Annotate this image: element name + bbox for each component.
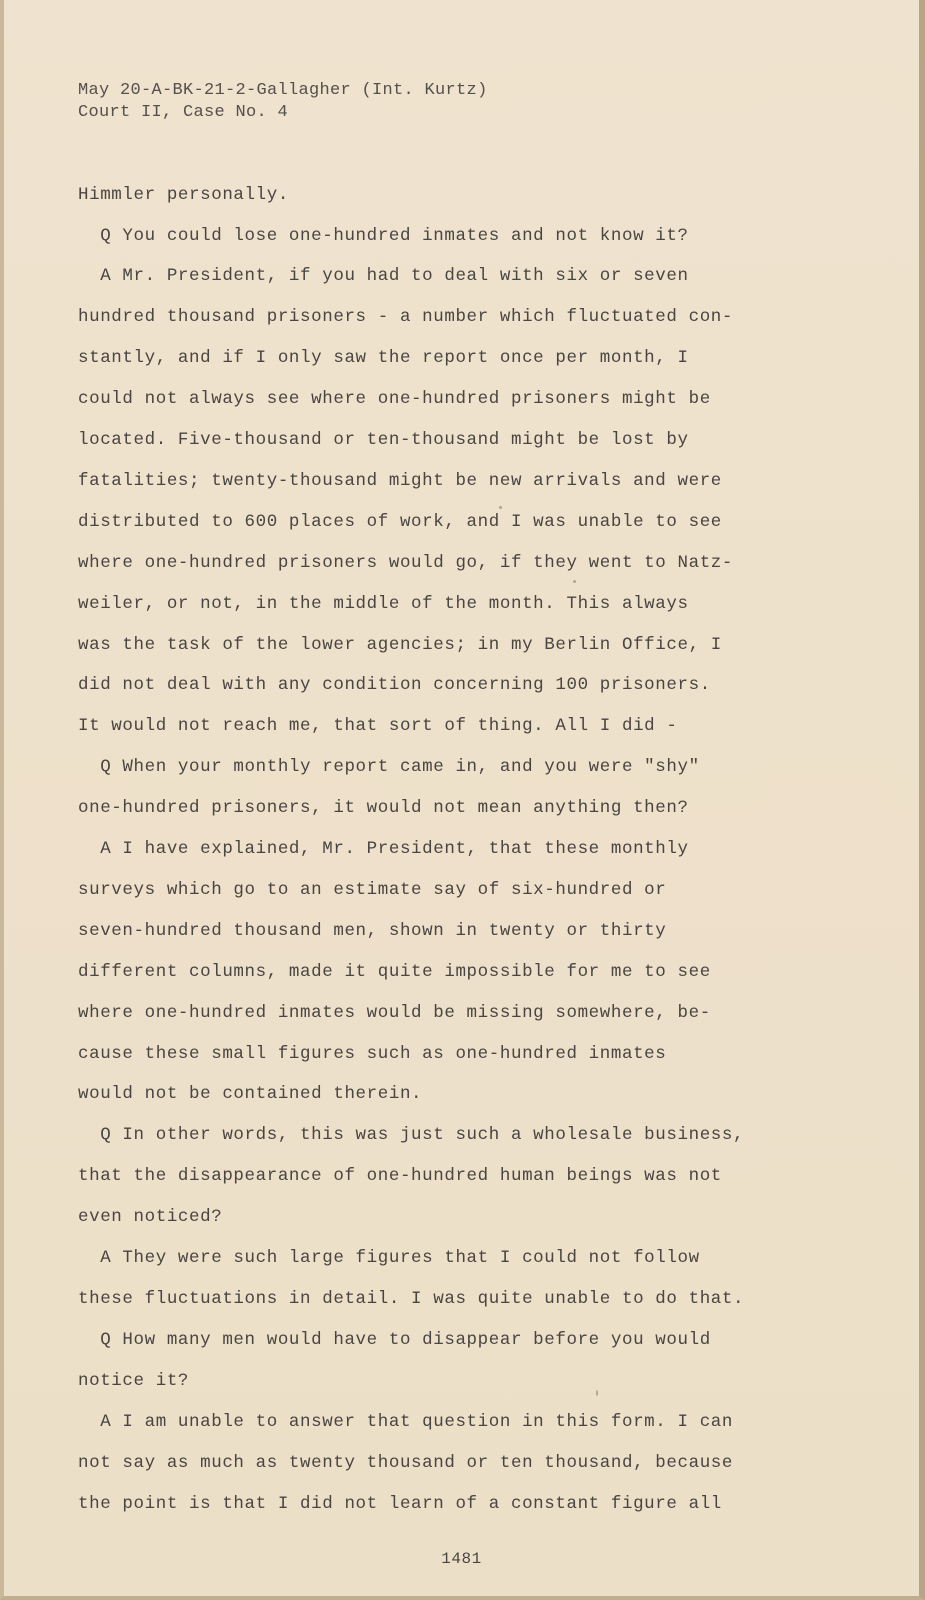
transcript-line: cause these small figures such as one-hundred inmates	[78, 1044, 667, 1064]
transcript-line: A Mr. President, if you had to deal with six or seven	[78, 266, 689, 286]
transcript-line: A I have explained, Mr. President, that these monthly	[78, 839, 689, 859]
transcript-line: stantly, and if I only saw the report once per month, I	[78, 348, 689, 368]
transcript-line: Q You could lose one-hundred inmates and not know it?	[78, 226, 689, 246]
transcript-line: that the disappearance of one-hundred human beings was not	[78, 1166, 722, 1186]
transcript-line: where one-hundred inmates would be missing somewhere, be-	[78, 1003, 711, 1023]
transcript-line: Q In other words, this was just such a wholesale business,	[78, 1125, 745, 1145]
transcript-line: one-hundred prisoners, it would not mean anything then?	[78, 798, 689, 818]
transcript-line: hundred thousand prisoners - a number which fluctuated con-	[78, 307, 734, 327]
transcript-line: these fluctuations in detail. I was quite unable to do that.	[78, 1289, 745, 1309]
transcript-line: located. Five-thousand or ten-thousand might be lost by	[78, 430, 689, 450]
paper-speck	[596, 1390, 598, 1396]
transcript-line: where one-hundred prisoners would go, if they went to Natz-	[78, 553, 734, 573]
paper-speck	[499, 506, 502, 509]
transcript-line: notice it?	[78, 1371, 190, 1391]
transcript-line: was the task of the lower agencies; in my Berlin Office, I	[78, 635, 722, 655]
transcript-line: weiler, or not, in the middle of the month. This always	[78, 594, 689, 614]
transcript-line: even noticed?	[78, 1207, 223, 1227]
transcript-line: Q When your monthly report came in, and you were "shy"	[78, 757, 700, 777]
transcript-line: seven-hundred thousand men, shown in twenty or thirty	[78, 921, 667, 941]
transcript-line: did not deal with any condition concerning 100 prisoners.	[78, 675, 711, 695]
transcript-line: A They were such large figures that I could not follow	[78, 1248, 700, 1268]
transcript-line: surveys which go to an estimate say of six-hundred or	[78, 880, 667, 900]
transcript-line: distributed to 600 places of work, and I was unable to see	[78, 512, 722, 532]
transcript-line: Himmler personally.	[78, 185, 289, 205]
transcript-line: fatalities; twenty-thousand might be new arrivals and were	[78, 471, 722, 491]
transcript-line: the point is that I did not learn of a constant figure all	[78, 1494, 722, 1514]
document-header	[78, 80, 488, 124]
transcript-line: Q How many men would have to disappear before you would	[78, 1330, 711, 1350]
header-line-1: May 20-A-BK-21-2-Gallagher (Int. Kurtz)	[78, 81, 488, 100]
header-line-2: Court II, Case No. 4	[78, 103, 289, 122]
transcript-line: could not always see where one-hundred prisoners might be	[78, 389, 711, 409]
paper-speck	[573, 580, 576, 583]
page-number: 1481	[441, 1550, 482, 1568]
transcript-line: would not be contained therein.	[78, 1084, 423, 1104]
transcript-line: different columns, made it quite impossible for me to see	[78, 962, 711, 982]
transcript-line: It would not reach me, that sort of thing. All I did -	[78, 716, 678, 736]
transcript-line: A I am unable to answer that question in this form. I can	[78, 1412, 734, 1432]
transcript-line: not say as much as twenty thousand or ten thousand, because	[78, 1453, 734, 1473]
